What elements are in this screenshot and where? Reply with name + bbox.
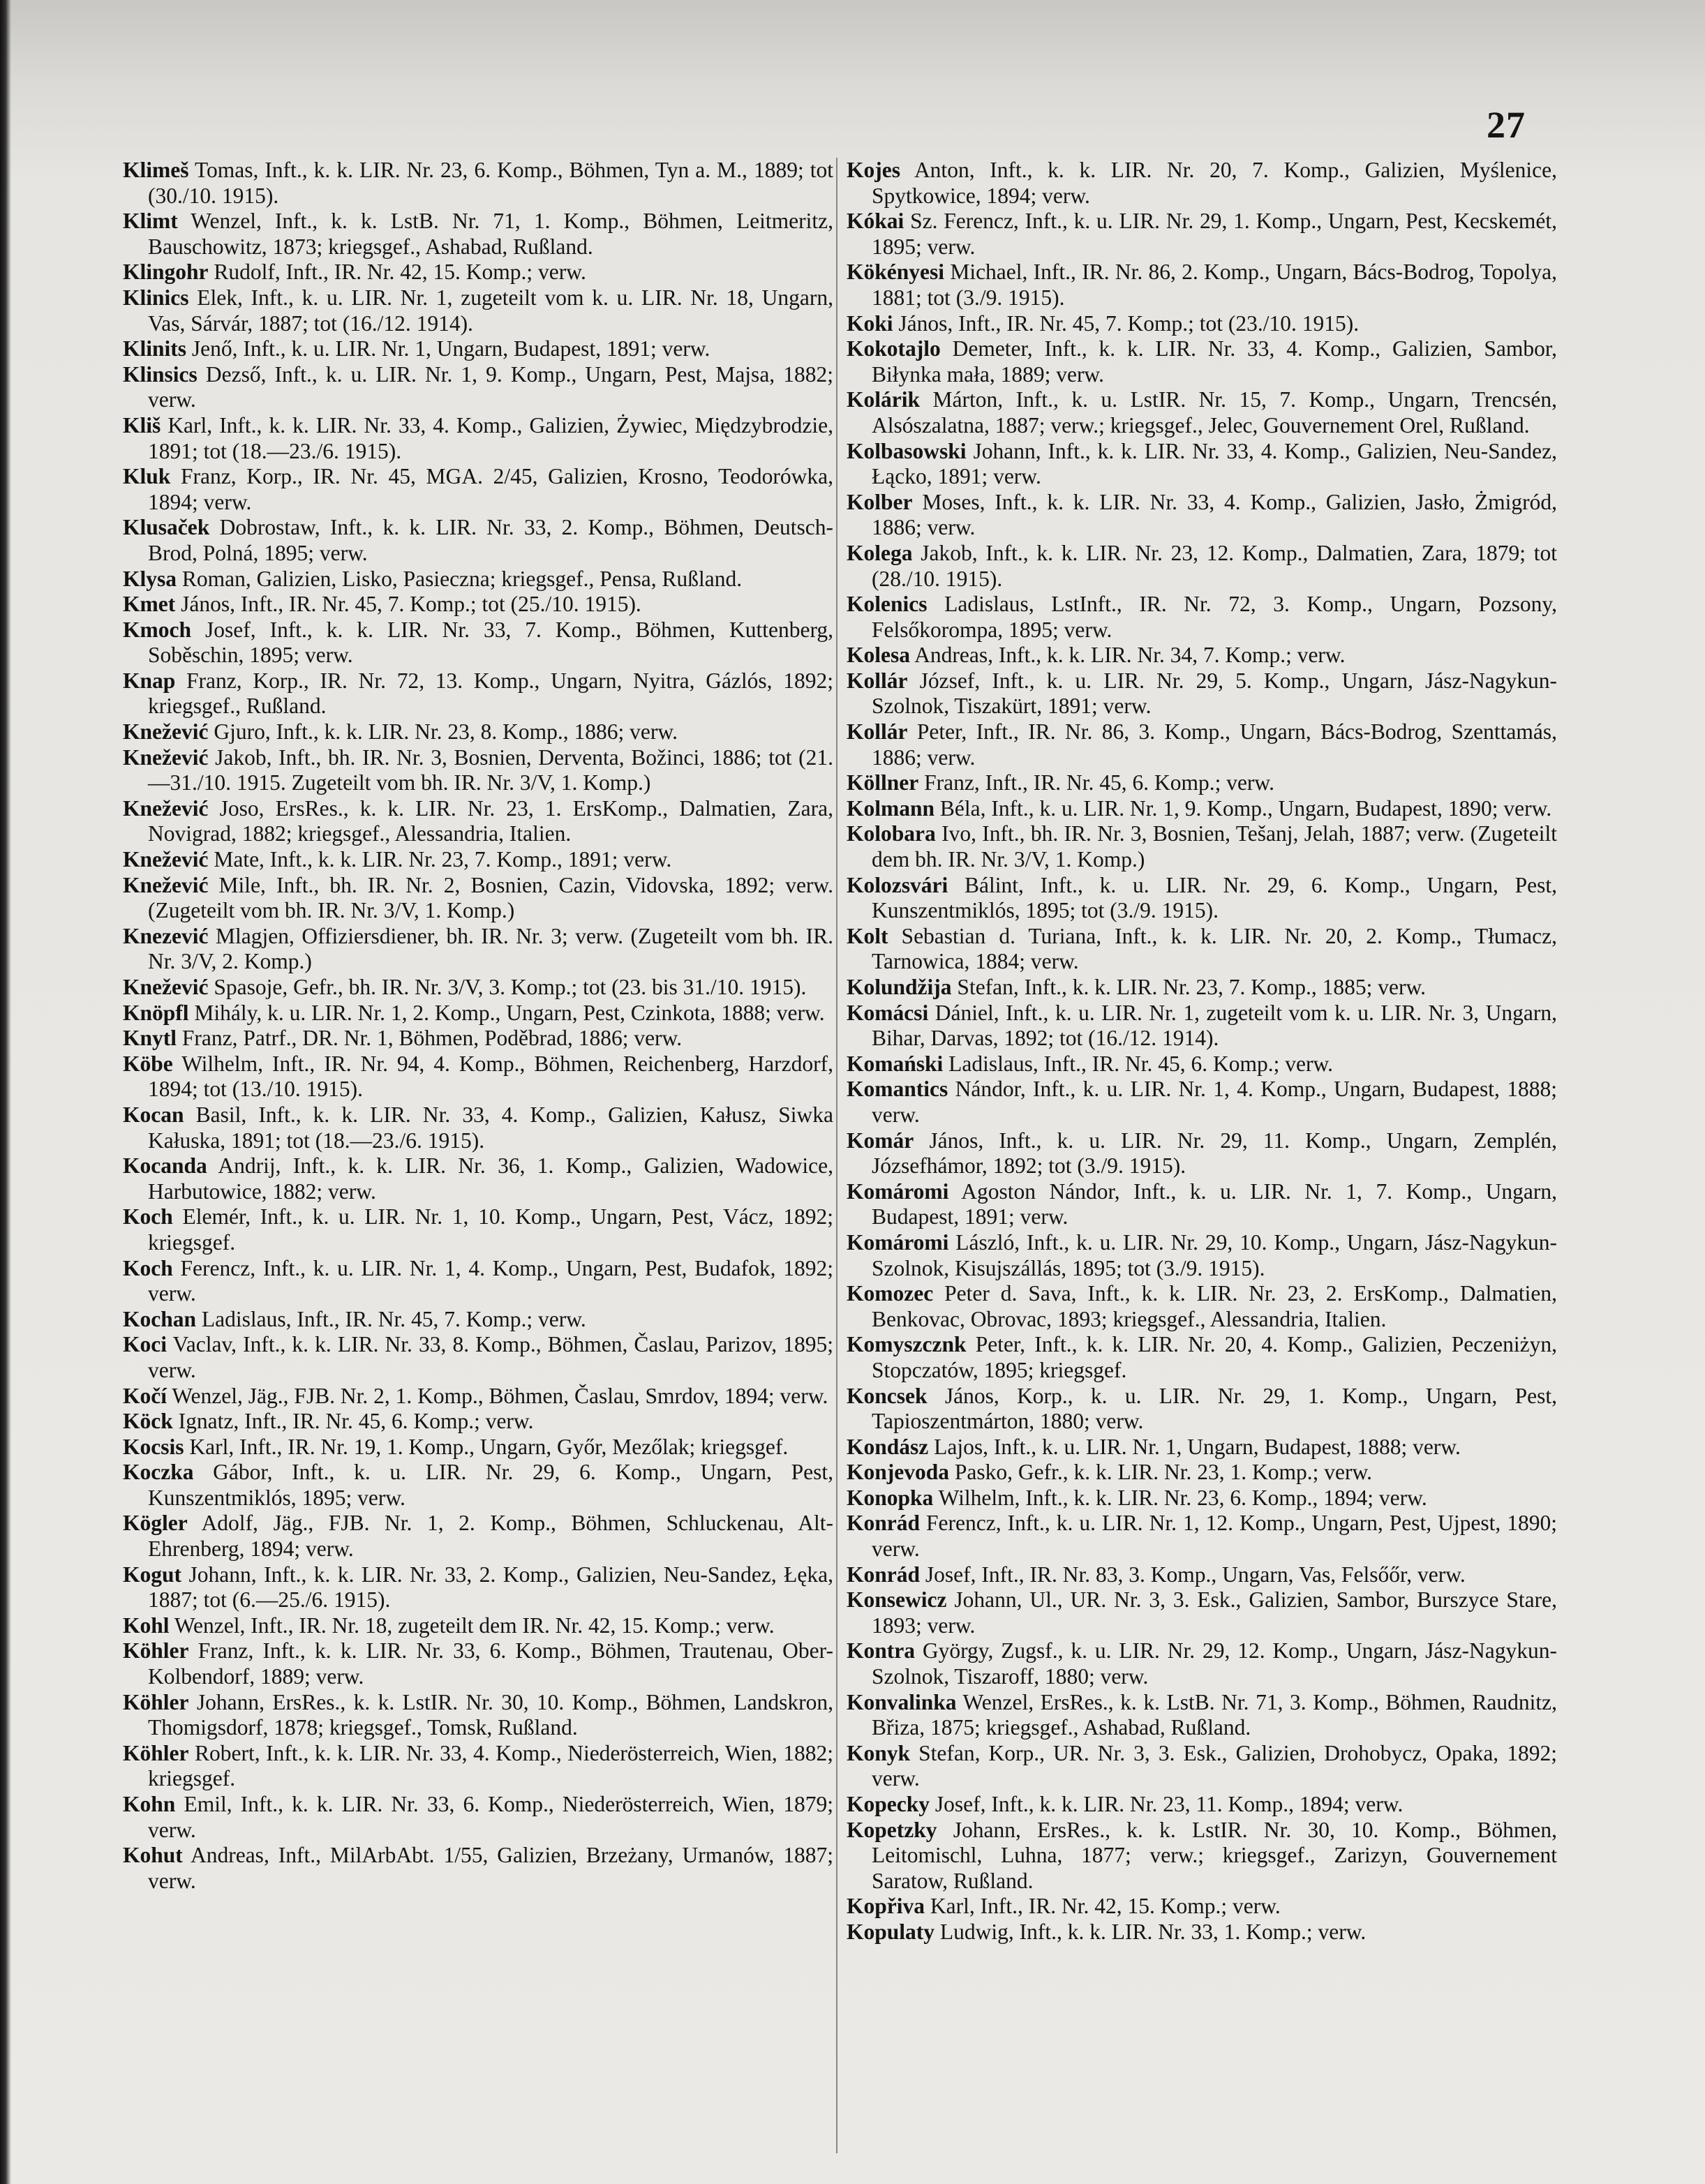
entry-surname: Knap: [123, 668, 176, 693]
register-entry: [847, 1690, 1557, 1741]
entry-surname: Kolobara: [847, 821, 936, 846]
register-entry: [847, 260, 1557, 311]
entry-details: Elemér, Inft., k. u. LIR. Nr. 1, 10. Komp., Ungarn, Pest, Vácz, 1892; kriegsgef.: [148, 1204, 834, 1255]
entry-details: Wenzel, ErsRes., k. k. LstB. Nr. 71, 3. Komp., Böhmen, Raudnitz, Břiza, 1875; kriegsgef., Ashabad, Rußland.: [872, 1689, 1558, 1740]
entry-details: János, Inft., k. u. LIR. Nr. 29, 11. Komp., Ungarn, Zemplén, Józsefhámor, 1892; tot (3./9. 1915).: [872, 1128, 1557, 1179]
entry-details: Peter, Inft., k. k. LIR. Nr. 20, 4. Komp., Galizien, Peczeniżyn, Stopczatów, 1895; kriegsgef.: [872, 1332, 1558, 1382]
entry-surname: Koci: [123, 1332, 167, 1357]
register-entry: [123, 873, 833, 924]
register-entry: [847, 1052, 1557, 1077]
right-column: [847, 158, 1557, 1945]
entry-surname: Kondász: [847, 1434, 929, 1459]
register-entry: [847, 1562, 1557, 1588]
entry-details: Johann, ErsRes., k. k. LstIR. Nr. 30, 10. Komp., Böhmen, Leitomischl, Luhna, 1877; verw.; kriegsgef., Zarizyn, Gouvernement Saratow, Rußland.: [872, 1817, 1557, 1893]
entry-details: Andreas, Inft., MilArbAbt. 1/55, Galizien, Brzeżany, Urmanów, 1887; verw.: [148, 1843, 833, 1893]
entry-surname: Kluk: [123, 464, 171, 489]
register-entry: [123, 719, 833, 745]
entry-surname: Kopulaty: [847, 1919, 935, 1944]
register-entry: [123, 924, 833, 975]
register-entry: [123, 592, 833, 618]
register-entry: [123, 1204, 833, 1255]
entry-surname: Komański: [847, 1051, 944, 1076]
entry-surname: Komyszcznk: [847, 1332, 967, 1357]
entry-details: Márton, Inft., k. u. LstIR. Nr. 15, 7. Komp., Ungarn, Trencsén, Alsószalatna, 1887; verw.; kriegsgef., Jelec, Gouvernement Orel, Rußland.: [872, 387, 1557, 437]
entry-details: Nándor, Inft., k. u. LIR. Nr. 1, 4. Komp., Ungarn, Budapest, 1888; verw.: [872, 1077, 1558, 1127]
entry-surname: Konjevoda: [847, 1460, 950, 1485]
entry-details: Karl, Inft., k. k. LIR. Nr. 33, 4. Komp., Galizien, Żywiec, Międzybrodzie, 1891; tot (18.—23./6. 1915).: [148, 412, 833, 463]
register-entry: [847, 1486, 1557, 1511]
register-entry: [847, 158, 1557, 209]
entry-details: Karl, Inft., IR. Nr. 19, 1. Komp., Ungarn, Győr, Mezőlak; kriegsgef.: [189, 1434, 789, 1459]
entry-details: Ladislaus, Inft., IR. Nr. 45, 7. Komp.; verw.: [201, 1306, 586, 1331]
entry-surname: Konrád: [847, 1511, 921, 1536]
entry-surname: Kollár: [847, 719, 908, 745]
register-entry: [123, 209, 833, 260]
entry-surname: Köhler: [123, 1689, 189, 1714]
register-entry: [123, 1460, 833, 1511]
register-entry: [847, 1435, 1557, 1460]
entry-details: Ludwig, Inft., k. k. LIR. Nr. 33, 1. Komp.; verw.: [939, 1919, 1367, 1944]
entry-surname: Koch: [123, 1255, 173, 1280]
entry-surname: Kolesa: [847, 643, 910, 668]
register-entry: [123, 1435, 833, 1460]
entry-surname: Kolozsvári: [847, 872, 948, 897]
register-entry: [123, 1307, 833, 1333]
entry-details: Franz, Inft., IR. Nr. 45, 6. Komp.; verw.: [924, 770, 1275, 795]
register-entry: [123, 1741, 833, 1792]
entry-surname: Klinics: [123, 285, 189, 310]
register-entry: [847, 1128, 1557, 1179]
register-entry: [123, 1102, 833, 1153]
entry-details: Elek, Inft., k. u. LIR. Nr. 1, zugeteilt vom k. u. LIR. Nr. 18, Ungarn, Vas, Sárvár, 1887; tot (16./12. 1914).: [148, 285, 833, 336]
entry-surname: Komáromi: [847, 1229, 949, 1255]
entry-details: Michael, Inft., IR. Nr. 86, 2. Komp., Ungarn, Bács-Bodrog, Topolya, 1881; tot (3./9. 1915).: [872, 260, 1557, 310]
register-entry: [847, 1281, 1557, 1332]
entry-surname: Knytl: [123, 1026, 177, 1051]
entry-details: Peter, Inft., IR. Nr. 86, 3. Komp., Ungarn, Bács-Bodrog, Szenttamás, 1886; verw.: [872, 719, 1557, 770]
entry-surname: Kolárik: [847, 387, 921, 412]
register-entry: [847, 1818, 1557, 1894]
register-entry: [847, 1230, 1557, 1281]
entry-surname: Köhler: [123, 1638, 189, 1663]
entry-details: Wilhelm, Inft., k. k. LIR. Nr. 23, 6. Komp., 1894; verw.: [938, 1485, 1427, 1510]
entry-details: Roman, Galizien, Lisko, Pasieczna; kriegsgef., Pensa, Rußland.: [181, 566, 743, 591]
entry-surname: Kopecky: [847, 1792, 930, 1816]
register-entry: [123, 1001, 833, 1026]
entry-details: Ignatz, Inft., IR. Nr. 45, 6. Komp.; verw.: [178, 1409, 534, 1434]
register-entry: [847, 1638, 1557, 1689]
register-entry: [123, 413, 833, 464]
register-entry: [847, 1001, 1557, 1052]
entry-surname: Kókai: [847, 209, 904, 234]
entry-details: Mihály, k. u. LIR. Nr. 1, 2. Komp., Ungarn, Pest, Czinkota, 1888; verw.: [194, 1000, 825, 1025]
entry-details: Andreas, Inft., k. k. LIR. Nr. 34, 7. Komp.; verw.: [914, 643, 1346, 668]
entry-surname: Klusaček: [123, 515, 210, 540]
entry-surname: Klinits: [123, 336, 187, 361]
entry-details: Robert, Inft., k. k. LIR. Nr. 33, 4. Komp., Niederösterreich, Wien, 1882; kriegsgef.: [148, 1740, 833, 1791]
entry-surname: Kolber: [847, 489, 913, 514]
entry-surname: Kolmann: [847, 795, 935, 821]
entry-surname: Knežević: [123, 872, 209, 897]
entry-surname: Knežević: [123, 975, 209, 999]
entry-surname: Klysa: [123, 566, 177, 591]
register-entry: [847, 1332, 1557, 1383]
entry-details: Ferencz, Inft., k. u. LIR. Nr. 1, 4. Komp., Ungarn, Pest, Budafok, 1892; verw.: [148, 1255, 834, 1306]
entry-surname: Knezević: [123, 923, 209, 948]
entry-details: Lajos, Inft., k. u. LIR. Nr. 1, Ungarn, Budapest, 1888; verw.: [934, 1434, 1461, 1459]
entry-surname: Kohut: [123, 1843, 183, 1868]
register-entry: [123, 515, 833, 566]
entry-surname: Köhler: [123, 1740, 189, 1765]
entry-details: Pasko, Gefr., k. k. LIR. Nr. 23, 1. Komp.; verw.: [954, 1460, 1373, 1485]
entry-surname: Kliš: [123, 412, 161, 437]
entry-surname: Kokotajlo: [847, 336, 941, 361]
entry-details: Bálint, Inft., k. u. LIR. Nr. 29, 6. Komp., Ungarn, Pest, Kunszentmiklós, 1895; tot (3./9. 1915).: [872, 872, 1558, 923]
register-entry: [847, 1920, 1557, 1945]
register-entry: [847, 719, 1557, 770]
register-entry: [847, 873, 1557, 924]
register-entry: [847, 490, 1557, 541]
entry-details: Josef, Inft., k. k. LIR. Nr. 23, 11. Komp., 1894; verw.: [935, 1792, 1404, 1816]
entry-surname: Kohn: [123, 1792, 176, 1816]
entry-surname: Kolenics: [847, 592, 928, 617]
entry-surname: Knežević: [123, 719, 209, 745]
register-entry: [123, 1384, 833, 1409]
register-entry: [123, 336, 833, 362]
entry-surname: Kolega: [847, 540, 913, 565]
register-entry: [847, 311, 1557, 337]
register-entry: [847, 1894, 1557, 1920]
register-entry: [123, 285, 833, 336]
entry-surname: Kmoch: [123, 617, 191, 642]
register-entry: [123, 1843, 833, 1894]
register-entry: [123, 1332, 833, 1383]
entry-surname: Kmet: [123, 592, 176, 617]
register-entry: [847, 1460, 1557, 1486]
register-entry: [847, 387, 1557, 438]
entry-details: Andrij, Inft., k. k. LIR. Nr. 36, 1. Komp., Galizien, Wadowice, Harbutowice, 1882; verw.: [148, 1153, 834, 1204]
entry-surname: Koch: [123, 1204, 173, 1229]
register-entry: [847, 1792, 1557, 1818]
entry-surname: Kopřiva: [847, 1894, 925, 1919]
entry-details: Joso, ErsRes., k. k. LIR. Nr. 23, 1. ErsKomp., Dalmatien, Zara, Novigrad, 1882; kriegsgef., Alessandria, Italien.: [148, 795, 833, 846]
left-column: [123, 158, 833, 1894]
entry-surname: Konopka: [847, 1485, 934, 1510]
register-entry: [123, 745, 833, 796]
entry-details: György, Zugsf., k. u. LIR. Nr. 29, 12. Komp., Ungarn, Jász-Nagykun-Szolnok, Tiszaroff, 1880; verw.: [872, 1638, 1558, 1689]
entry-details: János, Inft., IR. Nr. 45, 7. Komp.; tot (25./10. 1915).: [181, 592, 641, 617]
entry-surname: Köbe: [123, 1051, 173, 1076]
register-entry: [123, 567, 833, 592]
column-divider: [836, 158, 837, 2153]
entry-surname: Knöpfl: [123, 1000, 189, 1025]
entry-surname: Kohl: [123, 1613, 170, 1638]
entry-details: Demeter, Inft., k. k. LIR. Nr. 33, 4. Komp., Galizien, Sambor, Biłynka mała, 1889; verw.: [872, 336, 1558, 387]
entry-details: Franz, Inft., k. k. LIR. Nr. 33, 6. Komp., Böhmen, Trautenau, Ober-Kolbendorf, 1889; verw.: [148, 1638, 834, 1689]
register-entry: [123, 618, 833, 668]
entry-surname: Kökényesi: [847, 260, 945, 285]
entry-surname: Kochan: [123, 1306, 197, 1331]
register-entry: [847, 1741, 1557, 1792]
register-entry: [123, 1638, 833, 1689]
entry-details: Stefan, Korp., UR. Nr. 3, 3. Esk., Galizien, Drohobycz, Opaka, 1892; verw.: [872, 1740, 1557, 1791]
entry-details: Ivo, Inft., bh. IR. Nr. 3, Bosnien, Tešanj, Jelah, 1887; verw. (Zugeteilt dem bh. IR. Nr. 3/V, 1. Komp.): [872, 821, 1557, 872]
entry-details: Gábor, Inft., k. u. LIR. Nr. 29, 6. Komp., Ungarn, Pest, Kunszentmiklós, 1895; verw.: [148, 1460, 833, 1510]
entry-details: Wilhelm, Inft., IR. Nr. 94, 4. Komp., Böhmen, Reichenberg, Harzdorf, 1894; tot (13./10. 1915).: [148, 1051, 833, 1102]
entry-details: Karl, Inft., IR. Nr. 42, 15. Komp.; verw.: [930, 1894, 1281, 1919]
entry-surname: Kocsis: [123, 1434, 184, 1459]
register-entry: [847, 592, 1557, 643]
entry-details: Anton, Inft., k. k. LIR. Nr. 20, 7. Komp., Galizien, Myślenice, Spytkowice, 1894; verw.: [872, 158, 1558, 208]
entry-surname: Kočí: [123, 1383, 167, 1408]
entry-details: Josef, Inft., k. k. LIR. Nr. 33, 7. Komp., Böhmen, Kuttenberg, Soběschin, 1895; verw.: [148, 617, 833, 668]
entry-details: Wenzel, Inft., k. k. LstB. Nr. 71, 1. Komp., Böhmen, Leitmeritz, Bauschowitz, 1873; kriegsgef., Ashabad, Rußland.: [148, 209, 834, 259]
book-spine-shadow: [0, 0, 11, 2184]
entry-details: Gjuro, Inft., k. k. LIR. Nr. 23, 8. Komp., 1886; verw.: [214, 719, 678, 745]
register-entry: [847, 821, 1557, 872]
entry-surname: Kolbasowski: [847, 438, 967, 463]
entry-surname: Kocan: [123, 1102, 184, 1127]
register-entry: [123, 1690, 833, 1741]
entry-surname: Komár: [847, 1128, 914, 1153]
entry-details: József, Inft., k. u. LIR. Nr. 29, 5. Komp., Ungarn, Jász-Nagykun-Szolnok, Tiszakürt, 1891; verw.: [872, 668, 1557, 719]
register-entry: [847, 1384, 1557, 1435]
entry-surname: Koncsek: [847, 1383, 928, 1408]
entry-surname: Klingohr: [123, 260, 209, 285]
entry-details: Johann, Inft., k. k. LIR. Nr. 33, 2. Komp., Galizien, Neu-Sandez, Łęka, 1887; tot (6.—25./6. 1915).: [148, 1562, 834, 1613]
register-entry: [123, 975, 833, 1001]
register-entry: [847, 439, 1557, 490]
entry-details: Dezső, Inft., k. u. LIR. Nr. 1, 9. Komp., Ungarn, Pest, Majsa, 1882; verw.: [148, 361, 834, 412]
register-entry: [847, 975, 1557, 1001]
entry-details: Tomas, Inft., k. k. LIR. Nr. 23, 6. Komp., Böhmen, Tyn a. M., 1889; tot (30./10. 1915).: [148, 158, 833, 208]
register-entry: [847, 643, 1557, 668]
entry-details: Sz. Ferencz, Inft., k. u. LIR. Nr. 29, 1. Komp., Ungarn, Pest, Kecskemét, 1895; verw.: [872, 209, 1557, 259]
entry-surname: Kögler: [123, 1511, 188, 1536]
entry-surname: Konvalinka: [847, 1689, 957, 1714]
entry-details: Béla, Inft., k. u. LIR. Nr. 1, 9. Komp., Ungarn, Budapest, 1890; verw.: [939, 795, 1552, 821]
page-number: 27: [1487, 104, 1526, 146]
entry-surname: Kogut: [123, 1562, 182, 1587]
entry-surname: Komozec: [847, 1281, 934, 1306]
entry-details: János, Korp., k. u. LIR. Nr. 29, 1. Komp., Ungarn, Pest, Tapioszentmárton, 1880; verw.: [872, 1383, 1558, 1434]
register-entry: [123, 1613, 833, 1639]
entry-details: Mlagjen, Offiziersdiener, bh. IR. Nr. 3; verw. (Zugeteilt vom bh. IR. Nr. 3/V, 2. Komp.): [148, 923, 833, 974]
entry-details: Peter d. Sava, Inft., k. k. LIR. Nr. 23, 2. ErsKomp., Dalmatien, Benkovac, Obrovac, 1893; kriegsgef., Alessandria, Italien.: [872, 1281, 1558, 1331]
entry-surname: Konyk: [847, 1740, 911, 1765]
register-entry: [847, 1179, 1557, 1230]
register-entry: [123, 1409, 833, 1435]
entry-details: Franz, Korp., IR. Nr. 72, 13. Komp., Ungarn, Nyitra, Gázlós, 1892; kriegsgef., Rußland.: [148, 668, 834, 719]
entry-details: Mate, Inft., k. k. LIR. Nr. 23, 7. Komp., 1891; verw.: [214, 847, 672, 872]
register-entry: [123, 847, 833, 873]
entry-details: Sebastian d. Turiana, Inft., k. k. LIR. Nr. 20, 2. Komp., Tłumacz, Tarnowica, 1884; verw.: [872, 923, 1557, 974]
register-entry: [123, 1153, 833, 1204]
entry-surname: Kolundžija: [847, 975, 952, 999]
entry-surname: Kocanda: [123, 1153, 207, 1179]
entry-details: Rudolf, Inft., IR. Nr. 42, 15. Komp.; verw.: [214, 260, 586, 285]
entry-surname: Knežević: [123, 795, 209, 821]
entry-details: Stefan, Inft., k. k. LIR. Nr. 23, 7. Komp., 1885; verw.: [957, 975, 1427, 999]
entry-details: Emil, Inft., k. k. LIR. Nr. 33, 6. Komp., Niederösterreich, Wien, 1879; verw.: [148, 1792, 833, 1842]
entry-surname: Köllner: [847, 770, 919, 795]
entry-surname: Komácsi: [847, 1000, 929, 1025]
entry-surname: Knežević: [123, 847, 209, 872]
entry-details: Jenő, Inft., k. u. LIR. Nr. 1, Ungarn, Budapest, 1891; verw.: [191, 336, 710, 361]
entry-details: Jakob, Inft., bh. IR. Nr. 3, Bosnien, Derventa, Božinci, 1886; tot (21.—31./10. 1915. Zugeteilt vom bh. IR. Nr. 3/V, 1. Komp.): [148, 745, 833, 795]
register-entry: [123, 260, 833, 285]
register-entry: [847, 1511, 1557, 1562]
register-entry: [847, 1587, 1557, 1638]
entry-details: Ladislaus, Inft., IR. Nr. 45, 6. Komp.; verw.: [948, 1051, 1334, 1076]
entry-details: László, Inft., k. u. LIR. Nr. 29, 10. Komp., Ungarn, Jász-Nagykun-Szolnok, Kisujszállás, 1895; tot (3./9. 1915).: [872, 1229, 1557, 1280]
entry-surname: Komáromi: [847, 1179, 949, 1204]
entry-details: Moses, Inft., k. k. LIR. Nr. 33, 4. Komp., Galizien, Jasło, Żmigród, 1886; verw.: [872, 489, 1557, 540]
entry-details: Spasoje, Gefr., bh. IR. Nr. 3/V, 3. Komp.; tot (23. bis 31./10. 1915).: [214, 975, 807, 999]
entry-surname: Knežević: [123, 745, 209, 770]
entry-surname: Kontra: [847, 1638, 915, 1663]
register-entry: [847, 336, 1557, 387]
entry-details: Agoston Nándor, Inft., k. u. LIR. Nr. 1, 7. Komp., Ungarn, Budapest, 1891; verw.: [872, 1179, 1557, 1229]
entry-details: Wenzel, Jäg., FJB. Nr. 2, 1. Komp., Böhmen, Časlau, Smrdov, 1894; verw.: [172, 1383, 828, 1408]
register-entry: [123, 1792, 833, 1843]
entry-details: Wenzel, Inft., IR. Nr. 18, zugeteilt dem IR. Nr. 42, 15. Komp.; verw.: [174, 1613, 775, 1638]
entry-surname: Kojes: [847, 158, 900, 182]
entry-details: Dániel, Inft., k. u. LIR. Nr. 1, zugeteilt vom k. u. LIR. Nr. 3, Ungarn, Bihar, Darvas, 1892; tot (16./12. 1914).: [872, 1000, 1557, 1051]
register-entry: [123, 1511, 833, 1562]
register-entry: [847, 1077, 1557, 1128]
entry-surname: Kollár: [847, 668, 908, 693]
entry-details: Jakob, Inft., k. k. LIR. Nr. 23, 12. Komp., Dalmatien, Zara, 1879; tot (28./10. 1915).: [872, 540, 1557, 591]
entry-surname: Kopetzky: [847, 1817, 937, 1842]
entry-details: Adolf, Jäg., FJB. Nr. 1, 2. Komp., Böhmen, Schluckenau, Alt-Ehrenberg, 1894; verw.: [148, 1511, 834, 1562]
register-entry: [123, 1562, 833, 1613]
entry-surname: Klimeš: [123, 158, 189, 182]
register-entry: [847, 668, 1557, 719]
register-entry: [123, 1052, 833, 1102]
register-entry: [123, 796, 833, 847]
entry-details: Josef, Inft., IR. Nr. 83, 3. Komp., Ungarn, Vas, Felsőőr, verw.: [925, 1562, 1466, 1587]
entry-details: Johann, Inft., k. k. LIR. Nr. 33, 4. Komp., Galizien, Neu-Sandez, Łącko, 1891; verw.: [872, 438, 1557, 489]
entry-surname: Kolt: [847, 923, 888, 948]
entry-details: Franz, Patrf., DR. Nr. 1, Böhmen, Poděbrad, 1886; verw.: [181, 1026, 683, 1051]
entry-surname: Klimt: [123, 209, 178, 234]
entry-details: Ferencz, Inft., k. u. LIR. Nr. 1, 12. Komp., Ungarn, Pest, Ujpest, 1890; verw.: [872, 1511, 1558, 1562]
entry-surname: Komantics: [847, 1077, 948, 1102]
entry-surname: Klinsics: [123, 361, 198, 387]
register-entry: [123, 1026, 833, 1052]
entry-details: Franz, Korp., IR. Nr. 45, MGA. 2/45, Galizien, Krosno, Teodorówka, 1894; verw.: [148, 464, 834, 514]
entry-details: Ladislaus, LstInft., IR. Nr. 72, 3. Komp., Ungarn, Pozsony, Felsőkorompa, 1895; verw.: [872, 592, 1558, 642]
register-entry: [123, 1256, 833, 1307]
entry-details: János, Inft., IR. Nr. 45, 7. Komp.; tot (23./10. 1915).: [898, 311, 1360, 336]
entry-surname: Konsewicz: [847, 1587, 947, 1613]
register-entry: [123, 158, 833, 209]
entry-surname: Koczka: [123, 1460, 194, 1485]
register-entry: [847, 209, 1557, 260]
entry-details: Johann, ErsRes., k. k. LstIR. Nr. 30, 10. Komp., Böhmen, Landskron, Thomigsdorf, 1878; kriegsgef., Tomsk, Rußland.: [148, 1689, 834, 1740]
register-entry: [847, 796, 1557, 822]
entry-surname: Köck: [123, 1409, 173, 1434]
entry-details: Vaclav, Inft., k. k. LIR. Nr. 33, 8. Komp., Böhmen, Časlau, Parizov, 1895; verw.: [148, 1332, 833, 1382]
entry-details: Dobrostaw, Inft., k. k. LIR. Nr. 33, 2. Komp., Böhmen, Deutsch-Brod, Polná, 1895; verw.: [148, 515, 834, 565]
register-entry: [123, 464, 833, 515]
register-entry: [847, 770, 1557, 796]
register-entry: [847, 541, 1557, 592]
register-entry: [123, 668, 833, 719]
register-entry: [847, 924, 1557, 975]
entry-details: Basil, Inft., k. k. LIR. Nr. 33, 4. Komp., Galizien, Kałusz, Siwka Kałuska, 1891; tot (18.—23./6. 1915).: [148, 1102, 833, 1153]
entry-details: Johann, Ul., UR. Nr. 3, 3. Esk., Galizien, Sambor, Burszyce Stare, 1893; verw.: [872, 1587, 1557, 1638]
entry-surname: Koki: [847, 311, 893, 336]
entry-details: Mile, Inft., bh. IR. Nr. 2, Bosnien, Cazin, Vidovska, 1892; verw. (Zugeteilt vom bh. IR. Nr. 3/V, 1. Komp.): [148, 872, 833, 923]
entry-surname: Konrád: [847, 1562, 921, 1587]
register-entry: [123, 362, 833, 413]
